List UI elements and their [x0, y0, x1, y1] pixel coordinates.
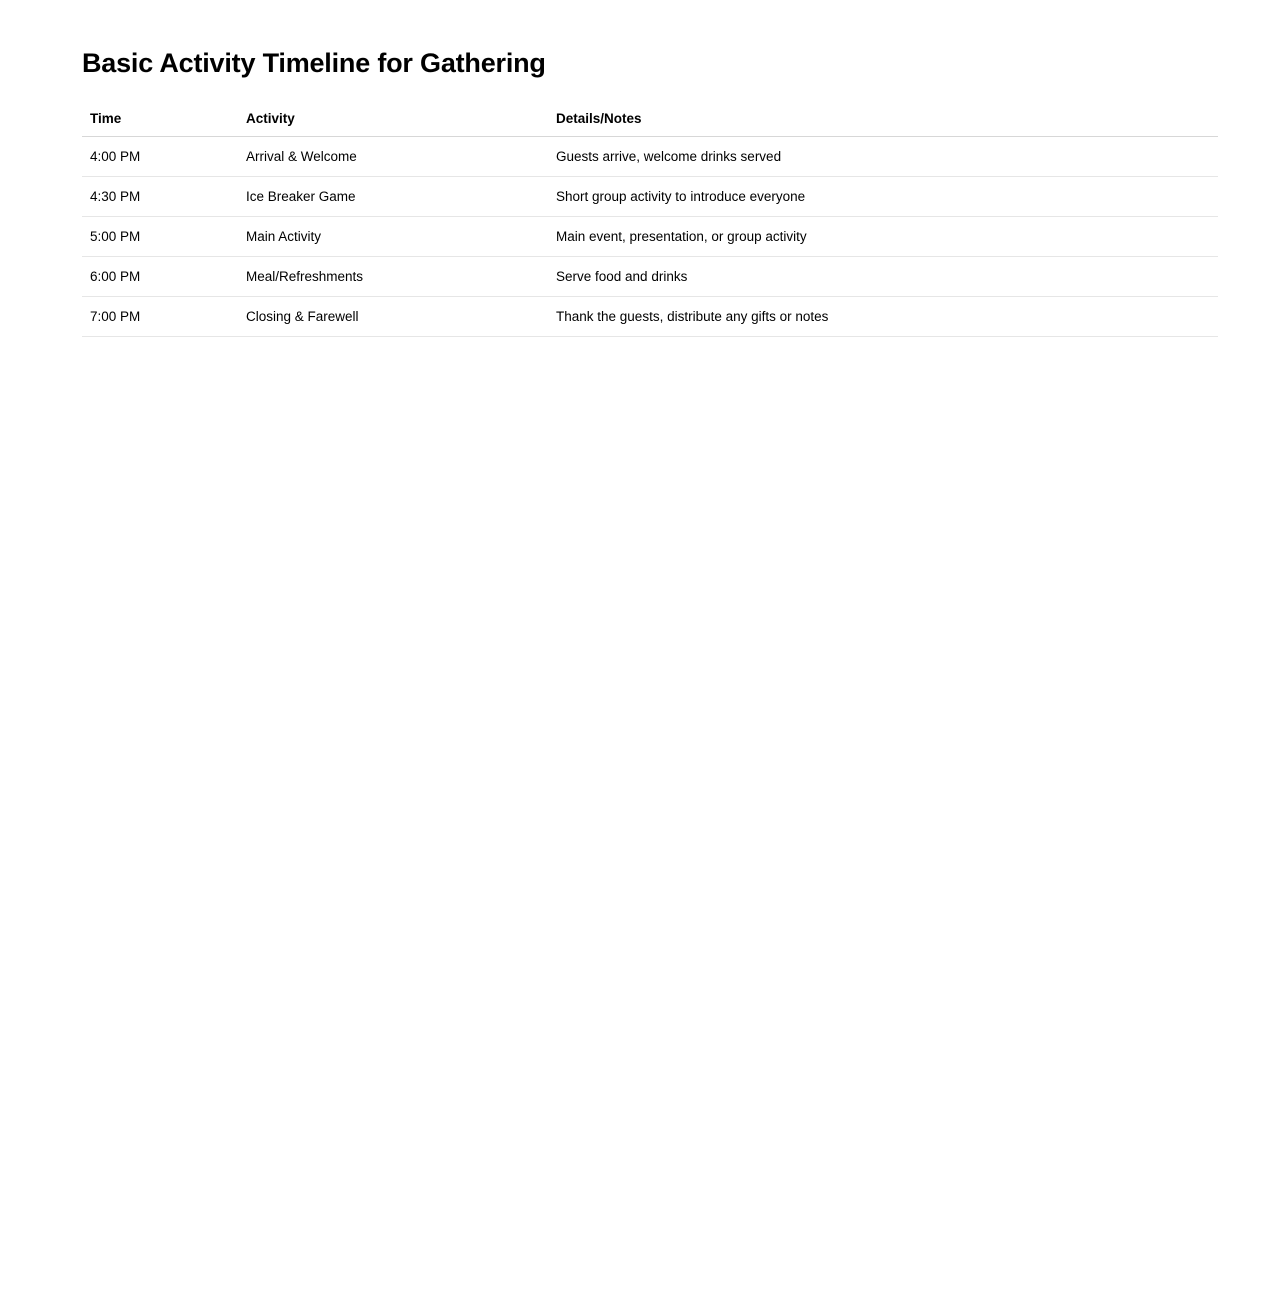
table-row	[82, 297, 1218, 337]
cell-details: Main event, presentation, or group activity	[548, 217, 1218, 257]
cell-activity: Main Activity	[238, 217, 548, 257]
column-header-activity: Activity	[238, 111, 548, 137]
cell-details: Serve food and drinks	[548, 257, 1218, 297]
cell-activity: Meal/Refreshments	[238, 257, 548, 297]
cell-activity: Arrival & Welcome	[238, 137, 548, 177]
cell-time: 4:00 PM	[82, 137, 238, 177]
table-header	[82, 111, 1218, 137]
table-body	[82, 137, 1218, 337]
table-row	[82, 217, 1218, 257]
table-row	[82, 177, 1218, 217]
cell-time: 7:00 PM	[82, 297, 238, 337]
cell-details: Thank the guests, distribute any gifts or notes	[548, 297, 1218, 337]
column-header-time: Time	[82, 111, 238, 137]
table-header-row	[82, 111, 1218, 137]
cell-details: Guests arrive, welcome drinks served	[548, 137, 1218, 177]
cell-activity: Closing & Farewell	[238, 297, 548, 337]
table-row	[82, 137, 1218, 177]
activity-timeline-table	[82, 111, 1218, 337]
document-page	[0, 0, 1278, 337]
column-header-details: Details/Notes	[548, 111, 1218, 137]
cell-activity: Ice Breaker Game	[238, 177, 548, 217]
table-row	[82, 257, 1218, 297]
cell-details: Short group activity to introduce everyone	[548, 177, 1218, 217]
cell-time: 4:30 PM	[82, 177, 238, 217]
page-title: Basic Activity Timeline for Gathering	[82, 48, 546, 78]
cell-time: 5:00 PM	[82, 217, 238, 257]
cell-time: 6:00 PM	[82, 257, 238, 297]
